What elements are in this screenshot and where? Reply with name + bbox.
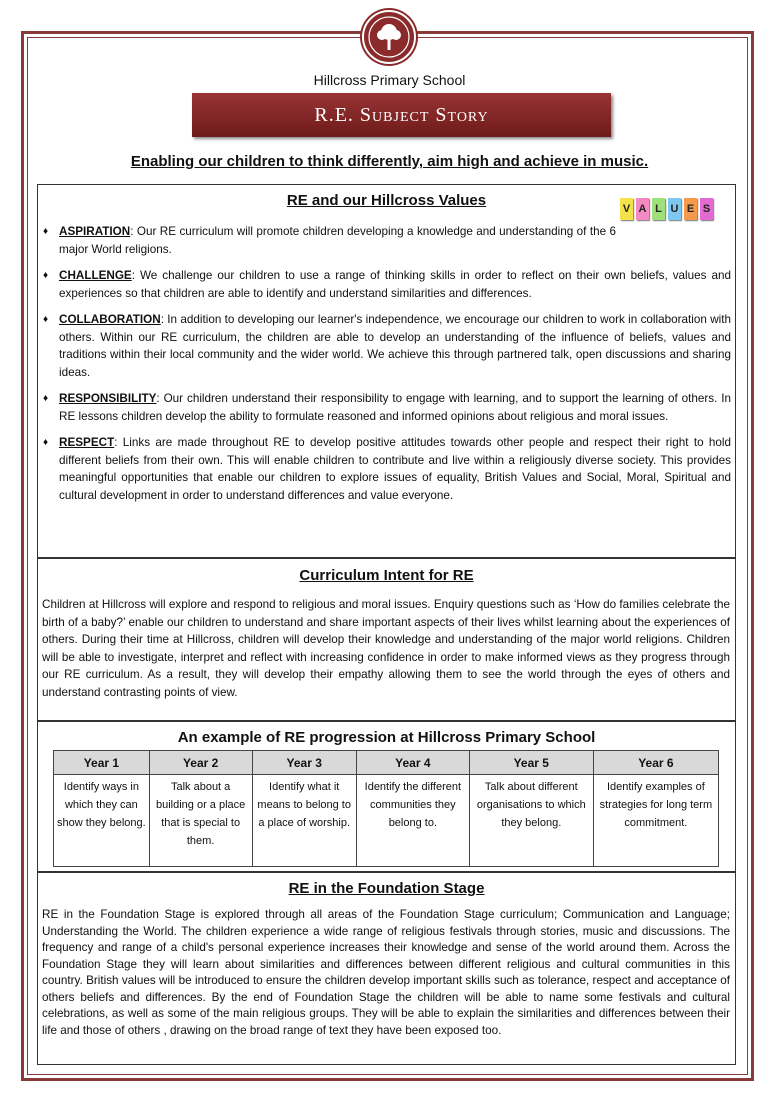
table-cell: Identify what it means to belong to a place of worship.: [252, 775, 356, 867]
column-header: Year 6: [593, 751, 718, 775]
value-item-collaboration: ♦ COLLABORATION: In addition to developing our learner's independence, we encourage our children to work in collaboration with others. Within our RE curriculum, the children are able to develop an understanding of the influence of beliefs, values and traditions within their local community and the wider world. We achieve this through partnered talk, open discussions and sharing ideas.: [43, 313, 731, 379]
foundation-text: RE in the Foundation Stage is explored through all areas of the Foundation Stage curriculum; Communication and Language; Understanding the World. The children experience a wide range of religious festivals through stories, music and discussions. The frequency and range of a child's personal experience increases their knowledge and sense of the world around them. Across the Foundation Stage they will learn about similarities and differences between different religious and cultural communities in this country. British values will be introduced to ensure the children develop important skills such as tolerance, respect and acceptance of others beliefs and differences. By the end of Foundation Stage the children will be able to name some festivals and cultural celebrations, as well as some of the main religious groups. They will be able to explain the similarities and differences between their life and those of others , drawing on the broad range of text they have been exposed too.: [42, 908, 730, 1037]
bullet-icon: ♦: [43, 393, 49, 404]
value-item-respect: ♦ RESPECT: Links are made throughout RE to develop positive attitudes towards other people and respect their right to hold different beliefs from their own. This will enable children to contribute and live within a religiously diverse society. This provides meaningful opportunities that enable our children to explore issues of equality, British Values and Social, Moral, Spiritual and cultural development in order to understand differences and value everyone.: [43, 436, 731, 502]
foundation-heading: RE in the Foundation Stage: [288, 880, 485, 897]
tree-icon: [364, 12, 414, 62]
bullet-icon: ♦: [43, 437, 49, 448]
value-item-aspiration: ♦ ASPIRATION: Our RE curriculum will promote children developing a knowledge and understanding of the 6 major World religions.: [43, 225, 616, 256]
banner-title: R.E. Subject Story: [192, 93, 611, 137]
badge-letter: A: [636, 198, 649, 220]
intent-section: [37, 558, 736, 721]
column-header: Year 5: [469, 751, 593, 775]
progression-heading: An example of RE progression at Hillcross Primary School: [177, 729, 596, 746]
school-name: Hillcross Primary School: [313, 72, 466, 88]
table-row: [54, 775, 719, 867]
foundation-section: [37, 872, 736, 1065]
tagline: Enabling our children to think differently, aim high and achieve in music.: [130, 153, 649, 170]
bullet-icon: ♦: [43, 270, 49, 281]
column-header: Year 1: [54, 751, 150, 775]
badge-letter: S: [700, 198, 713, 220]
column-header: Year 3: [252, 751, 356, 775]
table-cell: Identify ways in which they can show they belong.: [54, 775, 150, 867]
intent-text: Children at Hillcross will explore and respond to religious and moral issues. Enquiry questions such as ‘How do families celebrate the birth of a baby?’ enable our children to understand and share important aspects of their lives whilst learning about the experiences of others. During their time at Hillcross, children will develop their knowledge and understanding of the major world religions. Children will be able to investigate, interpret and reflect with increasing confidence in order to make informed views as they progress through our RE curriculum. As a result, they will develop their empathy allowing them to see the world through the eyes of others and understand contrasting points of view.: [42, 598, 730, 699]
bullet-icon: ♦: [43, 314, 49, 325]
value-item-responsibility: ♦ RESPONSIBILITY: Our children understand their responsibility to engage with learning, and to support the learning of others. In RE lessons children develop the ability to formulate reasoned and informed opinions about religious and moral issues.: [43, 392, 731, 423]
bullet-icon: ♦: [43, 226, 49, 237]
column-header: Year 4: [356, 751, 469, 775]
column-header: Year 2: [149, 751, 252, 775]
badge-letter: E: [684, 198, 697, 220]
table-header-row: [54, 751, 719, 775]
progression-table: [53, 750, 719, 867]
table-cell: Identify examples of strategies for long term commitment.: [593, 775, 718, 867]
table-cell: Talk about a building or a place that is special to them.: [149, 775, 252, 867]
badge-letter: L: [652, 198, 665, 220]
badge-letter: U: [668, 198, 681, 220]
school-logo: [362, 10, 416, 64]
table-cell: Identify the different communities they belong to.: [356, 775, 469, 867]
badge-letter: V: [620, 198, 633, 220]
values-section: [37, 184, 736, 558]
table-cell: Talk about different organisations to which they belong.: [469, 775, 593, 867]
values-badge: [617, 188, 721, 226]
value-item-challenge: ♦ CHALLENGE: We challenge our children to use a range of thinking skills in order to reflect on their own beliefs, values and experiences so that children are able to identify and understand similarities and differences.: [43, 269, 731, 300]
values-heading: RE and our Hillcross Values: [286, 192, 487, 209]
values-list: [43, 223, 731, 513]
intent-heading: Curriculum Intent for RE: [299, 567, 474, 584]
